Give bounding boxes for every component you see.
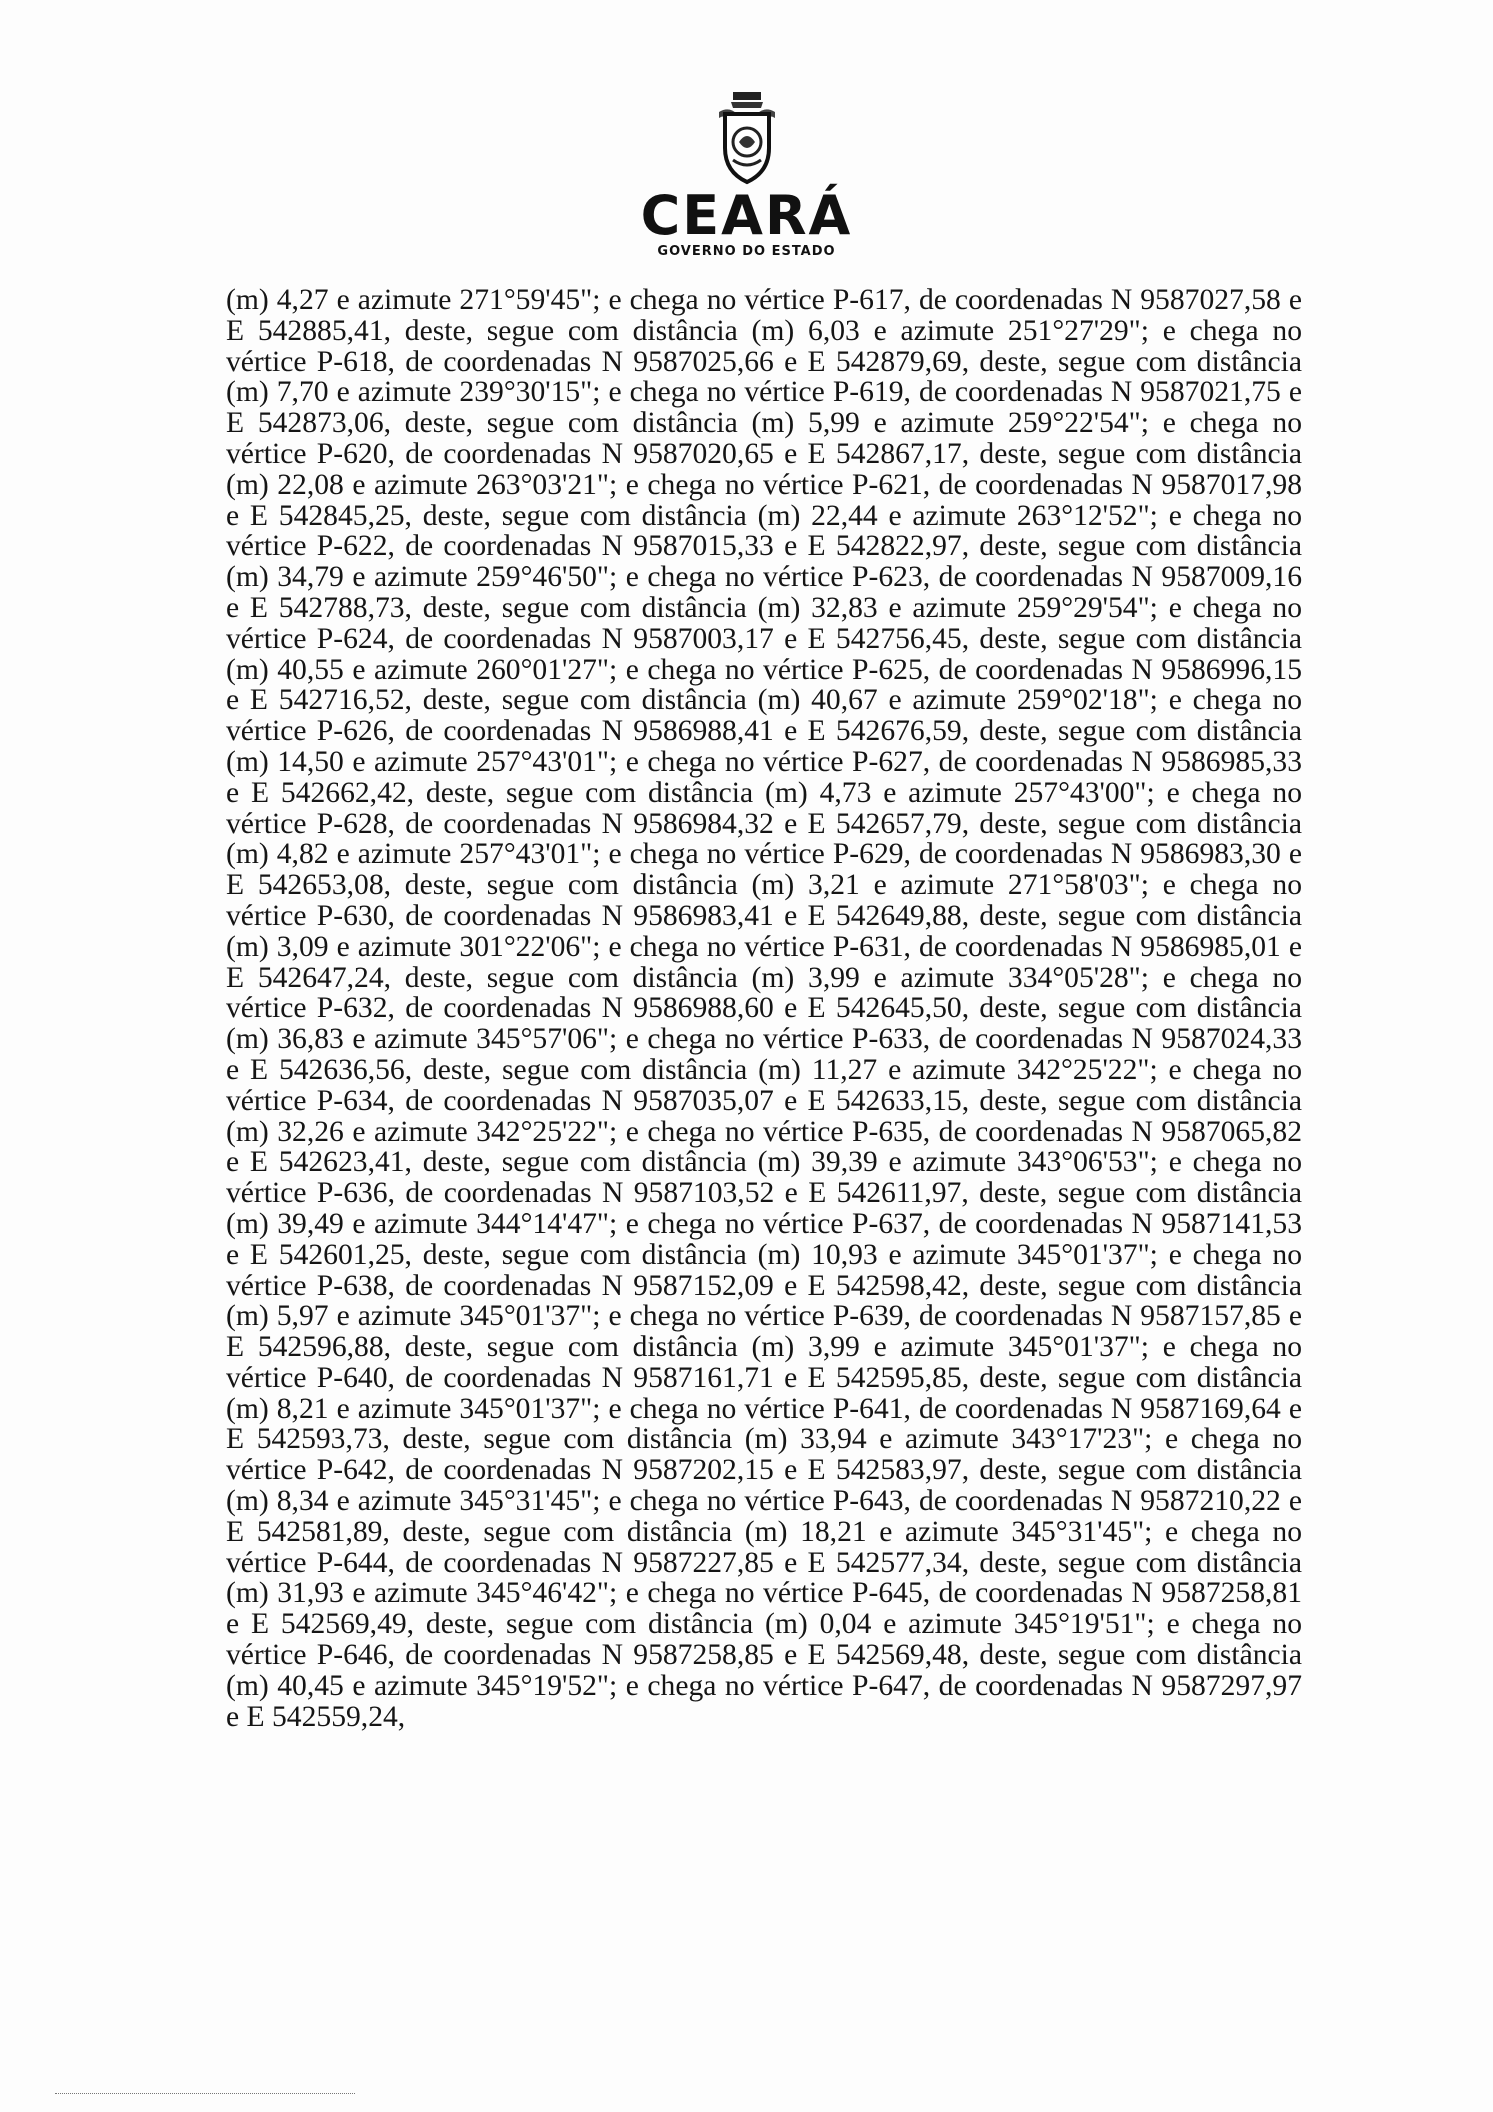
document-body-text: (m) 4,27 e azimute 271°59'45"; e chega no vértice P-617, de coordenadas N 9587027,58 e E 542885,41, deste, segue com distância (m) 6,03 e azimute 251°27'29"; e chega no vértice P-618, de coordenadas N 9587025,66 e E 542879,69, deste, segue com distância (m) 7,70 e azimute 239°30'15"; e chega no vértice P-619, de coordenadas N 9587021,75 e E 542873,06, deste, segue com distância (m) 5,99 e azimute 259°22'54"; e chega no vértice P-620, de coordenadas N 9587020,65 e E 542867,17, deste, segue com distância (m) 22,08 e azimute 263°03'21"; e chega no vértice P-621, de coordenadas N 9587017,98 e E 542845,25, deste, segue com distância (m) 22,44 e azimute 263°12'52"; e chega no vértice P-622, de coordenadas N 9587015,33 e E 542822,97, deste, segue com distância (m) 34,79 e azimute 259°46'50"; e chega no vértice P-623, de coordenadas N 9587009,16 e E 542788,73, deste, segue com distância (m) 32,83 e azimute 259°29'54"; e chega no vértice P-624, de coordenadas N 9587003,17 e E 542756,45, deste, segue com distância (m) 40,55 e azimute 260°01'27"; e chega no vértice P-625, de coordenadas N 9586996,15 e E 542716,52, deste, segue com distância (m) 40,67 e azimute 259°02'18"; e chega no vértice P-626, de coordenadas N 9586988,41 e E 542676,59, deste, segue com distância (m) 14,50 e azimute 257°43'01"; e chega no vértice P-627, de coordenadas N 9586985,33 e E 542662,42, deste, segue com distância (m) 4,73 e azimute 257°43'00"; e chega no vértice P-628, de coordenadas N 9586984,32 e E 542657,79, deste, segue com distância (m) 4,82 e azimute 257°43'01"; e chega no vértice P-629, de coordenadas N 9586983,30 e E 542653,08, deste, segue com distância (m) 3,21 e azimute 271°58'03"; e chega no vértice P-630, de coordenadas N 9586983,41 e E 542649,88, deste, segue com distância (m) 3,09 e azimute 301°22'06"; e chega no vértice P-631, de coordenadas N 9586985,01 e E 542647,24, deste, segue com distância (m) 3,99 e azimute 334°05'28"; e chega no vértice P-632, de coordenadas N 9586988,60 e E 542645,50, deste, segue com distância (m) 36,83 e azimute 345°57'06"; e chega no vértice P-633, de coordenadas N 9587024,33 e E 542636,56, deste, segue com distância (m) 11,27 e azimute 342°25'22"; e chega no vértice P-634, de coordenadas N 9587035,07 e E 542633,15, deste, segue com distância (m) 32,26 e azimute 342°25'22"; e chega no vértice P-635, de coordenadas N 9587065,82 e E 542623,41, deste, segue com distância (m) 39,39 e azimute 343°06'53"; e chega no vértice P-636, de coordenadas N 9587103,52 e E 542611,97, deste, segue com distância (m) 39,49 e azimute 344°14'47"; e chega no vértice P-637, de coordenadas N 9587141,53 e E 542601,25, deste, segue com distância (m) 10,93 e azimute 345°01'37"; e chega no vértice P-638, de coordenadas N 9587152,09 e E 542598,42, deste, segue com distância (m) 5,97 e azimute 345°01'37"; e chega no vértice P-639, de coordenadas N 9587157,85 e E 542596,88, deste, segue com distância (m) 3,99 e azimute 345°01'37"; e chega no vértice P-640, de coordenadas N 9587161,71 e E 542595,85, deste, segue com distância (m) 8,21 e azimute 345°01'37"; e chega no vértice P-641, de coordenadas N 9587169,64 e E 542593,73, deste, segue com distância (m) 33,94 e azimute 343°17'23"; e chega no vértice P-642, de coordenadas N 9587202,15 e E 542583,97, deste, segue com distância (m) 8,34 e azimute 345°31'45"; e chega no vértice P-643, de coordenadas N 9587210,22 e E 542581,89, deste, segue com distância (m) 18,21 e azimute 345°31'45"; e chega no vértice P-644, de coordenadas N 9587227,85 e E 542577,34, deste, segue com distância (m) 31,93 e azimute 345°46'42"; e chega no vértice P-645, de coordenadas N 9587258,81 e E 542569,49, deste, segue com distância (m) 0,04 e azimute 345°19'51"; e chega no vértice P-646, de coordenadas N 9587258,85 e E 542569,48, deste, segue com distância (m) 40,45 e azimute 345°19'52"; e chega no vértice P-647, de coordenadas N 9587297,97 e E 542559,24, — [226, 284, 1302, 1733]
coat-of-arms-icon — [711, 90, 783, 186]
state-name: CEARÁ — [640, 184, 853, 247]
government-label: GOVERNO DO ESTADO — [657, 244, 836, 259]
letterhead — [0, 90, 1493, 259]
footer-divider — [55, 2093, 355, 2094]
